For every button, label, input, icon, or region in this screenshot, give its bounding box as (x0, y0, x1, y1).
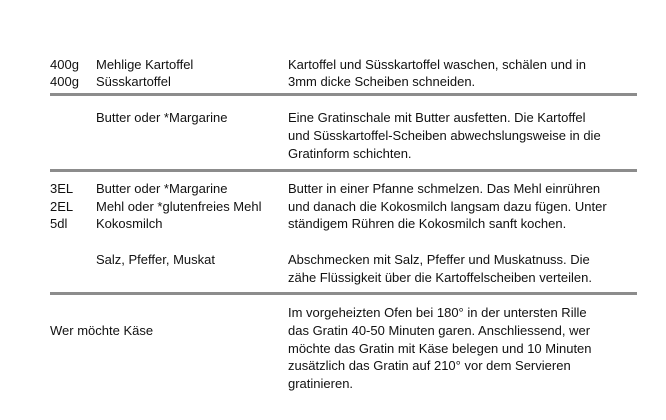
instruction-line: zähe Flüssigkeit über die Kartoffelscheiben verteilen. (288, 270, 592, 285)
ingredient-name: Salz, Pfeffer, Muskat (96, 252, 215, 267)
instruction-line: Eine Gratinschale mit Butter ausfetten. Die Kartoffel (288, 110, 586, 125)
instruction-line: möchte das Gratin mit Käse belegen und 10 Minuten (288, 341, 592, 356)
ingredient-qty: 3EL (50, 181, 74, 196)
ingredient-qty: 2EL (50, 199, 74, 214)
instruction-line: gratinieren. (288, 376, 354, 391)
ingredient-name: Butter oder *Margarine (96, 181, 228, 196)
ingredient-name: Süsskartoffel (96, 74, 171, 89)
instruction-line: Kartoffel und Süsskartoffel waschen, schälen und in (288, 57, 586, 72)
instruction-line: und danach die Kokosmilch langsam dazu fügen. Unter (288, 199, 607, 214)
instruction-line: 3mm dicke Scheiben schneiden. (288, 74, 476, 89)
ingredient-qty: 5dl (50, 216, 68, 231)
instruction-line: Butter in einer Pfanne schmelzen. Das Mehl einrühren (288, 181, 601, 196)
instruction-line: Im vorgeheizten Ofen bei 180° in der untersten Rille (288, 305, 587, 320)
instruction-line: Gratinform schichten. (288, 146, 412, 161)
section-divider (50, 169, 637, 172)
instruction-line: Abschmecken mit Salz, Pfeffer und Muskatnuss. Die (288, 252, 590, 267)
ingredient-qty: 400g (50, 57, 79, 72)
section-divider (50, 93, 637, 96)
ingredient-name: Kokosmilch (96, 216, 163, 231)
section-divider (50, 292, 637, 295)
cheese-note: Wer möchte Käse (50, 323, 154, 338)
ingredient-qty: 400g (50, 74, 79, 89)
ingredient-name: Butter oder *Margarine (96, 110, 228, 125)
ingredient-name: Mehlige Kartoffel (96, 57, 194, 72)
instruction-line: zusätzlich das Gratin auf 210° vor dem Servieren (288, 358, 571, 373)
ingredient-name: Mehl oder *glutenfreies Mehl (96, 199, 262, 214)
instruction-line: ständigem Rühren die Kokosmilch sanft kochen. (288, 216, 567, 231)
instruction-line: und Süsskartoffel-Scheiben abwechslungsweise in die (288, 128, 601, 143)
instruction-line: das Gratin 40-50 Minuten garen. Anschliessend, wer (288, 323, 591, 338)
